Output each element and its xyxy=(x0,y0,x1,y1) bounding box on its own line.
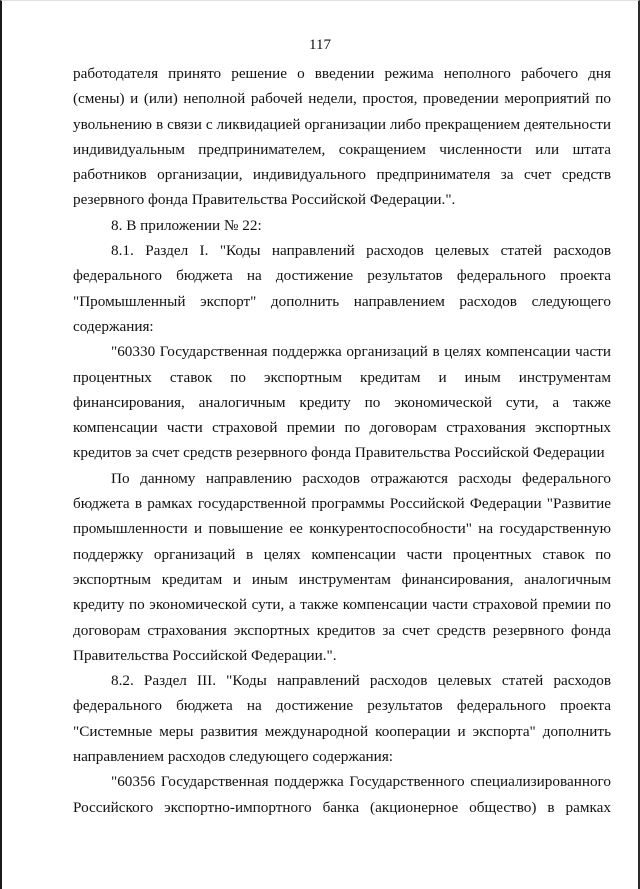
paragraph-code-60356: "60356 Государственная поддержка Государственного специализированного Российского экспортно-импортного банка (акционерное общество) в рамках xyxy=(73,773,611,816)
document-body xyxy=(73,61,611,820)
paragraph-item-8-2: 8.2. Раздел III. "Коды направлений расходов целевых статей расходов федерального бюджета на достижение результатов федерального проекта "Системные меры развития международной кооперации и экспорта" дополнить направлением расходов следующего содержания: xyxy=(73,672,611,766)
paragraph-expense-description: По данному направлению расходов отражаются расходы федерального бюджета в рамках государственной программы Российской Федерации "Развитие промышленности и повышение ее конкурентоспособности" на государственную поддержку организаций в целях компенсации части процентных ставок по экспортным кредитам и иным инструментам финансирования, аналогичным кредиту по экономической сути, а также компенсации части страховой премии по договорам страхования экспортных кредитов за счет средств резервного фонда Правительства Российской Федерации.". xyxy=(73,469,611,664)
page-number: 117 xyxy=(309,37,331,53)
paragraph-continuation: работодателя принято решение о введении режима неполного рабочего дня (смены) и (или) неполной рабочей недели, простоя, проведении мероприятий по увольнению в связи с ликвидацией организации либо прекращением деятельности индивидуальным предпринимателем, сокращением численности или штата работников организации, индивидуального предпринимателя за счет средств резервного фонда Правительства Российской Федерации.". xyxy=(73,65,611,209)
paragraph-item-8-1: 8.1. Раздел I. "Коды направлений расходов целевых статей расходов федерального бюджета на достижение результатов федерального проекта "Промышленный экспорт" дополнить направлением расходов следующего содержания: xyxy=(73,242,611,335)
paragraph-item-8: 8. В приложении № 22: xyxy=(111,216,262,234)
paragraph-code-60330: "60330 Государственная поддержка организаций в целях компенсации части процентных ставок по экспортным кредитам и иным инструментам финансирования, аналогичным кредиту по экономической сути, а также компенсации части страховой премии по договорам страхования экспортных кредитов за счет средств резервного фонда Правительства Российской Федерации xyxy=(73,343,611,462)
